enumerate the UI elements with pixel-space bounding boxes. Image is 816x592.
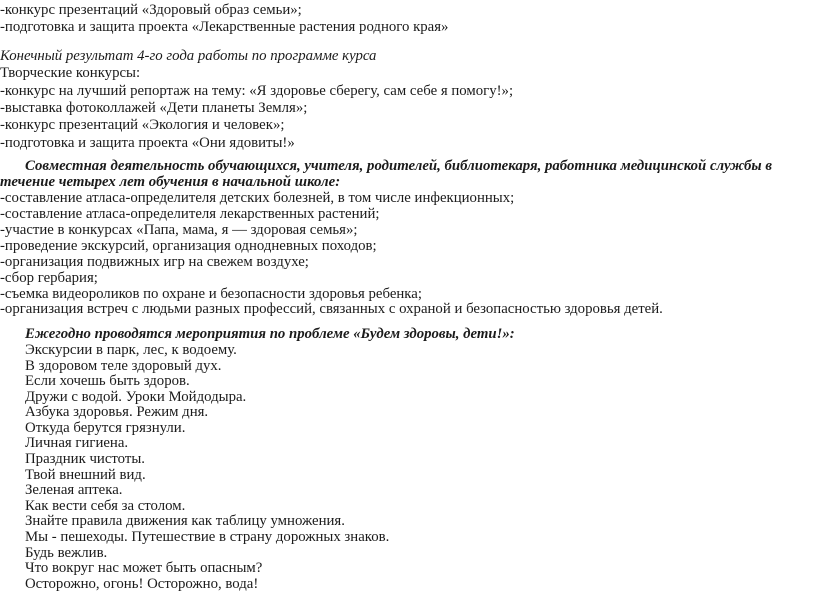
list-item: Личная гигиена. xyxy=(25,435,129,452)
list-item: -конкурс на лучший репортаж на тему: «Я здоровье сберегу, сам себе я помогу!»; xyxy=(0,82,514,99)
list-item: -сбор гербария; xyxy=(0,269,98,286)
list-item: Экскурсии в парк, лес, к водоему. xyxy=(25,341,237,358)
list-item: Дружи с водой. Уроки Мойдодыра. xyxy=(25,388,247,405)
list-item: -проведение экскурсий, организация однодневных походов; xyxy=(0,237,377,254)
list-item: -составление атласа-определителя лекарственных растений; xyxy=(0,205,380,222)
list-item: -участие в конкурсах «Папа, мама, я — здоровая семья»; xyxy=(0,221,358,238)
list-item: -организация подвижных игр на свежем воздухе; xyxy=(0,253,309,270)
list-item: Праздник чистоты. xyxy=(25,451,145,468)
list-item: Что вокруг нас может быть опасным? xyxy=(25,560,263,577)
list-item: -съемка видеороликов по охране и безопасности здоровья ребенка; xyxy=(0,285,422,302)
list-item: Будь вежлив. xyxy=(25,544,108,561)
list-item: Если хочешь быть здоров. xyxy=(25,373,190,390)
list-item: -конкурс презентаций «Экология и человек»; xyxy=(0,117,285,134)
list-item: В здоровом теле здоровый дух. xyxy=(25,357,222,374)
list-item: Азбука здоровья. Режим дня. xyxy=(25,404,209,421)
list-item: -выставка фотоколлажей «Дети планеты Земля»; xyxy=(0,100,308,117)
list-item: Осторожно, огонь! Осторожно, вода! xyxy=(25,575,259,592)
list-item: -конкурс презентаций «Здоровый образ семьи»; xyxy=(0,2,302,18)
list-item: Твой внешний вид. xyxy=(25,466,146,483)
list-item: -подготовка и защита проекта «Лекарственные растения родного края» xyxy=(0,19,449,36)
list-item: Зеленая аптека. xyxy=(25,482,123,499)
section-heading: Совместная деятельность обучающихся, учителя, родителей, библиотекаря, работника медицинской службы в течение четырех лет обучения в начальной школе: xyxy=(0,158,772,191)
list-item: Знайте правила движения как таблицу умножения. xyxy=(25,513,345,530)
list-item: -организация встреч с людьми разных профессий, связанных с охраной и безопасностью здоровья детей. xyxy=(0,301,663,318)
section-gap xyxy=(0,37,816,48)
list-item: -подготовка и защита проекта «Они ядовиты!» xyxy=(0,134,295,151)
list-item: -составление атласа-определителя детских болезней, в том числе инфекционных; xyxy=(0,190,515,207)
section-heading: Ежегодно проводятся мероприятия по проблеме «Будем здоровы, дети!»: xyxy=(25,326,515,343)
list-item: Мы - пешеходы. Путешествие в страну дорожных знаков. xyxy=(25,529,390,546)
paragraph-line: Творческие конкурсы: xyxy=(0,65,141,82)
section-heading: Конечный результат 4-го года работы по программе курса xyxy=(0,47,377,64)
list-item: Как вести себя за столом. xyxy=(25,497,186,514)
list-item: Откуда берутся грязнули. xyxy=(25,419,186,436)
